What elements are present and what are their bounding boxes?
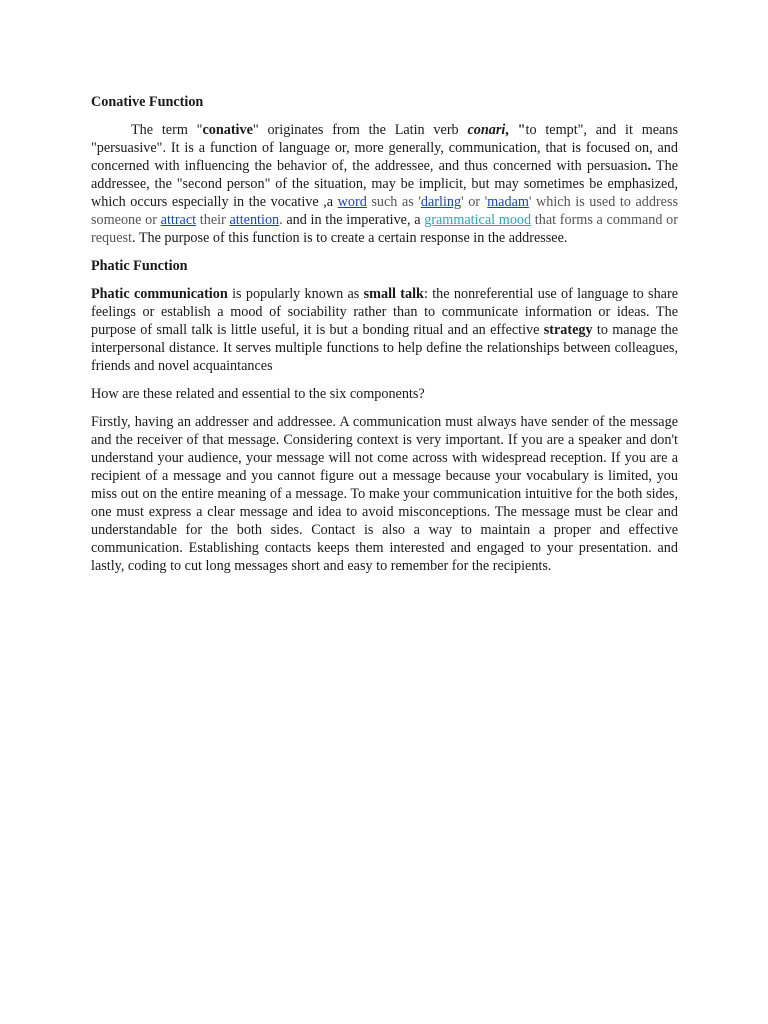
term-conari: conari [467,122,506,138]
term-phatic-communication: Phatic communication [91,286,228,302]
link-attract[interactable]: attract [160,212,197,228]
phatic-paragraph: Phatic communication is popularly known as small talk: the nonreferential use of language to share feelings or establish a mood of sociability rather than to communicate information or ideas. The purpose of small talk is little useful, it is but a bonding ritual and an effective strategy to manage the interpersonal distance. It serves multiple functions to help define the relationships between colleagues, friends and novel acquaintances [91,286,679,374]
conative-paragraph: The term "conative" originates from the Latin verb conari, "to tempt", and it means "persuasive". It is a function of language or, more generally, communication, that is focused on, and concerned with influencing the behavior of, the addressee, and thus concerned with persuasion. The addressee, the "second person" of the situation, may be implicit, but may sometimes be emphasized, which occurs especially in the vocative ,a word such as 'darling' or 'madam' which is used to address someone or attract their attention. and in the imperative, a grammatical mood that forms a command or request. The purpose of this function is to create a certain response in the addressee. [91,122,678,246]
term-strategy: strategy [543,322,593,338]
link-word[interactable]: word [337,194,367,210]
document-page [91,88,678,575]
link-attention[interactable]: attention [229,212,280,228]
answer-paragraph: Firstly, having an addresser and addressee. A communication must always have sender of the message and the receiver of that message. Considering context is very important. If you are a speaker and don't understand your audience, your message will not come across with widespread reception. If you are a recipient of a message and you cannot figure out a message because your vocabulary is limited, you miss out on the entire meaning of a message. To make your communication intuitive for the both sides, one must express a clear message and idea to avoid misconceptions. The message must be clear and understandable for the both sides. Contact is also a way to maintain a proper and effective communication. Establishing contacts keeps them interested and engaged to your presentation. and lastly, coding to cut long messages short and easy to remember for the recipients. [91,414,678,574]
term-small-talk: small talk [363,286,424,302]
link-grammatical-mood[interactable]: grammatical mood [424,212,532,228]
conative-function-heading: Conative Function [91,94,204,110]
phatic-function-heading: Phatic Function [91,258,188,274]
question-paragraph: How are these related and essential to the six components? [91,386,425,402]
link-darling[interactable]: darling [420,194,462,210]
link-madam[interactable]: madam [487,194,529,210]
term-conative: conative [202,122,253,138]
